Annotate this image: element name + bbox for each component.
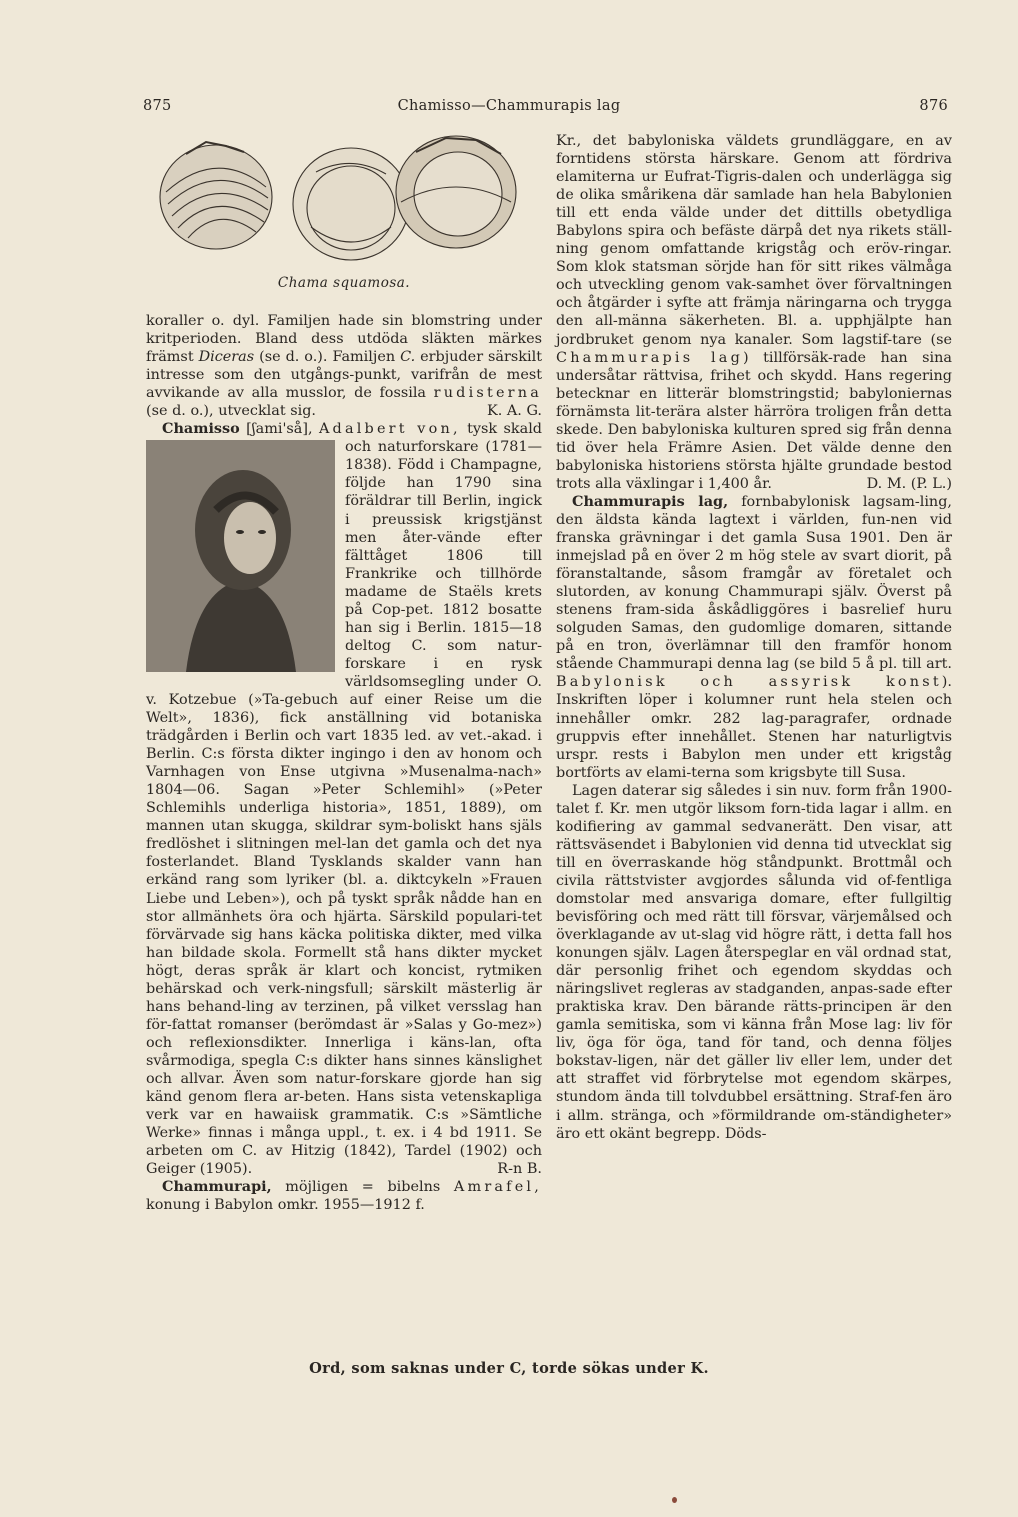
page-number-right: 876 (919, 98, 948, 114)
paper-speck (672, 1497, 677, 1503)
familj-paragraph: koraller o. dyl. Familjen hade sin blomstring under kritperioden. Bland dess utdöda släkten märkes främst Diceras (se d. o.). Familjen C. erbjuder särskilt intresse som den utgångs-punkt, varifrån de mest avvikande av alla musslor, de fossila rudisterna (se d. o.), utvecklat sig. K. A. G. (146, 313, 542, 420)
shell-figure (146, 132, 542, 302)
signature: R-n B. (497, 1161, 542, 1178)
headword-chammurapi: Chammurapi, (162, 1178, 272, 1196)
left-column (146, 132, 542, 1214)
chammurapi-continued: Kr., det babyloniska väldets grundläggare, en av forntidens största härskare. Genom att fördriva elamiterna ur Eufrat-Tigris-dalen och underlägga sig de olika smårikena där samlade han hela Babylonien till ett enda välde under det dittills obetydliga Babylons spira och befäste därpå det nya rikets ställ-ning genom omfattande krigståg och eröv-ringar. Som klok statsman sörjde han för sitt rikes välmåga och utveckling genom vak-samhet över förvaltningen och åtgärder i syfte att främja näringarna och trygga den all-männa säkerheten. Bl. a. upphjälpte han jordbruket genom nya kanaler. Som lagstif-tare (se Chammurapis lag) tillförsäk-rade han sina undersåtar rättvisa, frihet och skydd. Hans regering betecknar en litterär blomstringstid; babyloniernas förnämsta lit-terära alster härröra troligen från detta skede. Den babyloniska kulturen spred sig från denna tid över hela Främre Asien. Det välde denne den babyloniska historiens största hjälte grundade bestod trots alla växlingar i 1,400 år. D. M. (P. L.) (556, 133, 953, 492)
figure-caption: Chama squamosa. (277, 275, 411, 291)
page-number-left: 875 (143, 98, 172, 114)
headword-chamisso: Chamisso (162, 420, 240, 438)
chamisso-portrait (146, 440, 335, 672)
footer-note: Ord, som saknas under C, torde sökas under K. (309, 1360, 709, 1377)
right-column (556, 132, 952, 1143)
lag-paragraph-2: Lagen daterar sig således i sin nuv. form från 1900-talet f. Kr. men utgör liksom forn-tida lagar i allm. en kodifiering av gammal sedvanerätt. Den visar, att rättsväsendet i Babylonien vid denna tid utvecklat sig till en överraskande hög ståndpunkt. Brottmål och civila rättstvister avgjordes sålunda vid of-fentliga domstolar med ansvariga domare, efter fullgiltig bevisföring och med rätt till försvar, värjemålsed och överklagande av ut-slag vid högre rätt, i detta fall hos konungen själv. Lagen återspeglar en väl ordnad stat, där personlig frihet och egendom skyddas och näringslivet regleras av stadganden, anpas-sade efter praktiska krav. Den bärande rätts-principen är den gamla semitiska, som vi känna från Mose lag: liv för liv, öga för öga, tand för tand, och denna följes bokstav-ligen, när det gäller liv eller lem, under det att straffet vid förbrytelse mot egendom skärpes, stundom ända till tolvdubbel ersättning. Straf-fen äro i allm. stränga, och »förmildrande om-ständigheter» äro ett okänt begrepp. Döds- (556, 782, 952, 1142)
headword-chammurapis-lag: Chammurapis lag, (572, 492, 729, 510)
chammurapi-entry: Chammurapi, möjligen = bibelns Amrafel, konung i Babylon omkr. 1955—1912 f. (146, 1178, 542, 1214)
signature: K. A. G. (487, 403, 542, 420)
chamisso-entry: Chamisso [ʃami'så], Adalbert von, tysk skald och naturforskare (1781—1838). Född i Champagne, följde han 1790 sina föräldrar till Berlin, ingick i preussisk krigstjänst men åter-vände efter fälttåget 1806 till Frankrike och tillhörde madame de Staëls krets på Cop-pet. 1812 bosatte han sig i Berlin. 1815—18 deltog C. som natur-forskare i en rysk världsomsegling under O. v. Kotzebue (»Ta-gebuch auf einer Reise um die Welt», 1836), fick anställning vid botaniska trädgården i Berlin och vart 1835 led. av vet.-akad. i Berlin. C:s första dikter ingingo i den av honom och Varnhagen von Ense utgivna »Musenalma-nach» 1804—06. Sagan »Peter Schlemihl» (»Peter Schlemihls underliga historia», 1851, 1889), om mannen utan skugga, skildrar sym-boliskt hans själs fredlöshet i slitningen mel-lan det gamla och det nya fosterlandet. Bland Tysklands skalder vann han erkänd rang som lyriker (bl. a. diktcykeln »Frauen Liebe und Leben»), och på tyskt språk nådde han en stor allmänhets öra och hjärta. Särskild populari-tet förvärvade sig hans käcka politiska dikter, med vilka han bildade skola. Formellt stå hans dikter mycket högt, deras språk är klart och koncist, rytmiken behärskad och verk-ningsfull; särskilt mästerlig är hans behand-ling av terzinen, på vilket versslag han för-fattat romanser (berömdast är »Salas y Go-mez») och reflexionsdikter. Innerliga i käns-lan, ofta svårmodiga, spegla C:s dikter hans sinnes känslighet och allvar. Även som natur-forskare gjorde han sig känd genom flera ar-beten. Hans sista vetenskapliga verk var en hawaiisk grammatik. C:s »Sämtliche Werke» finnas i många uppl., t. ex. i 4 bd 1911. Se arbeten om C. av Hitzig (1842), Tardel (1902) och Geiger (1905). R-n B. (146, 420, 543, 1178)
chama-shell-illustration (146, 132, 542, 272)
running-title: Chamisso—Chammurapis lag (397, 98, 621, 114)
chammurapis-lag-entry: Chammurapis lag, fornbabylonisk lagsam-ling, den äldsta kända lagtext i världen, fun-nen vid franska grävningar i det gamla Susa 1901. Den är inmejslad på en över 2 m hög stele av svart diorit, på föranstaltande, såsom framgår av företalet och slutorden, av konung Chammurapi själv. Överst på stenens fram-sida åskådliggöres i basrelief huru solguden Samas, den gudomlige domaren, sittande på en tron, överlämnar till den framför honom stående Chammurapi denna lag (se bild 5 å pl. till art. Babylonisk och assyrisk konst). Inskriften löper i kolumner runt hela stelen och innehåller omkr. 282 lag-paragrafer, ordnade gruppvis efter innehållet. Stenen har naturligtvis urspr. rests i Babylon men under ett krigståg bortförts av elami-terna som krigsbyte till Susa. (556, 492, 952, 781)
signature: D. M. (P. L.) (866, 475, 952, 492)
